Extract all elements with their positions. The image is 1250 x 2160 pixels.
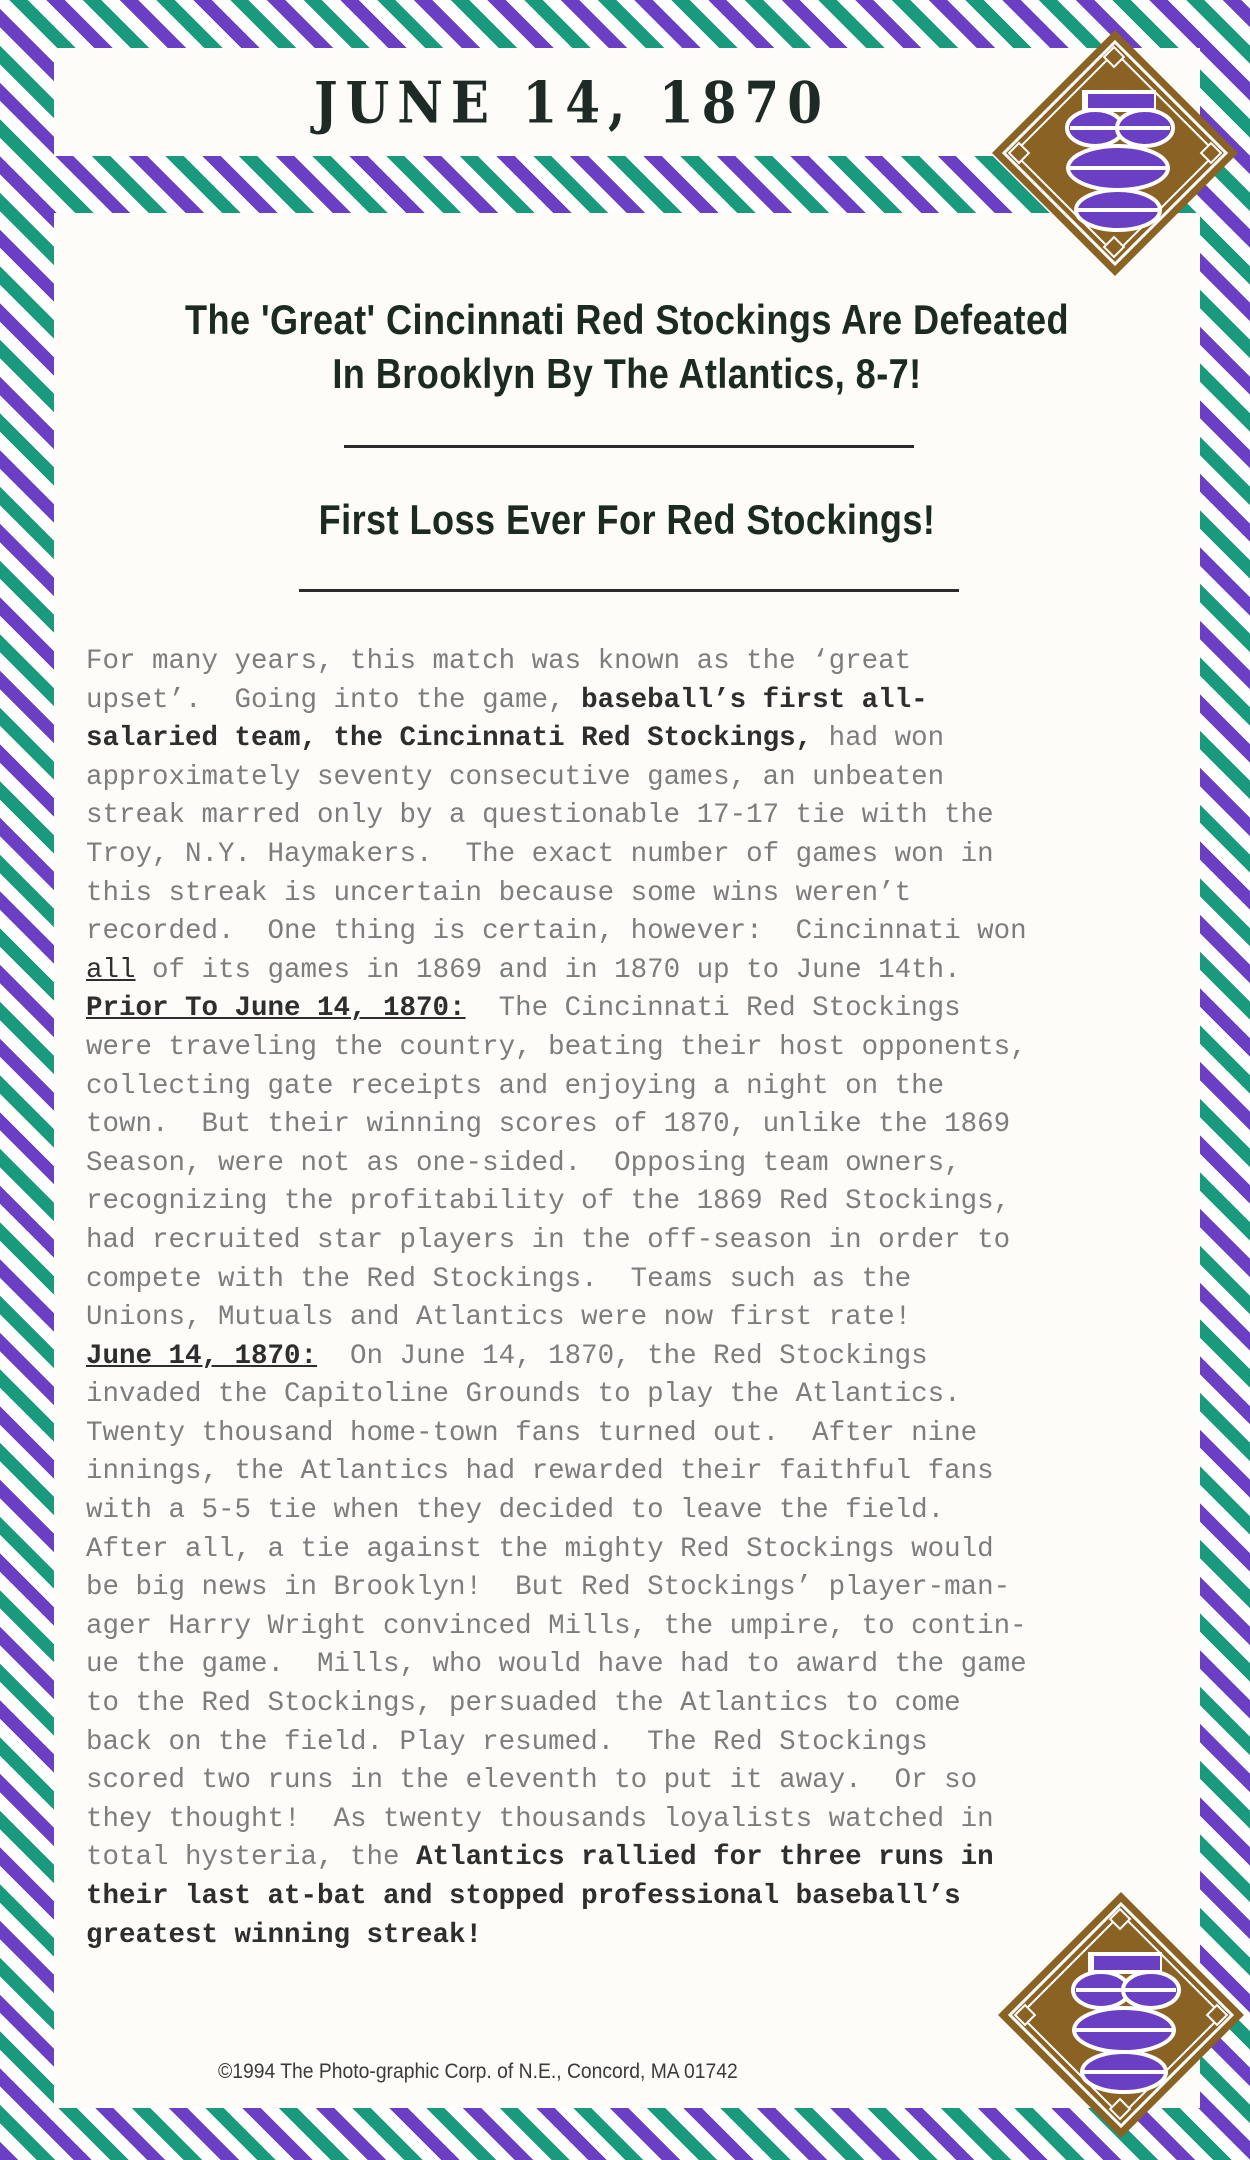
body-text-run: On June 14, 1870, the Red Stockings [317,1340,928,1372]
body-line [86,1531,1196,1570]
body-line [86,1608,1196,1647]
body-line [86,1839,1196,1878]
emphasis-text: Prior To June 14, 1870: [86,993,466,1025]
body-line [86,1299,1196,1338]
body-text-run: all [86,954,136,986]
body-line [86,1453,1196,1492]
body-line [86,1492,1196,1531]
body-line [86,875,1196,914]
body-line [86,759,1196,798]
body-text-run: ager Harry Wright convinced Mills, the umpire, to contin- [86,1610,1027,1642]
body-text-run: Twenty thousand home-town fans turned out. After nine [86,1417,978,1449]
body-line [86,1646,1196,1685]
body-text-run: compete with the Red Stockings. Teams such as the [86,1263,912,1295]
1800-emblem-icon [996,1890,1246,2140]
body-text-run: approximately seventy consecutive games, an unbeaten [86,761,945,793]
body-line [86,1183,1196,1222]
body-line [86,643,1196,682]
divider-rule [344,445,914,448]
body-line [86,1685,1196,1724]
body-line [86,1068,1196,1107]
body-text-run: total hysteria, the [86,1842,417,1874]
emphasis-text: Atlantics rallied for three runs in [416,1842,994,1874]
copyright-notice: ©1994 The Photo-graphic Corp. of N.E., Concord, MA 01742 [218,2060,738,2083]
body-line [86,1376,1196,1415]
body-line [86,990,1196,1029]
body-line [86,720,1196,759]
body-text-run: collecting gate receipts and enjoying a night on the [86,1070,945,1102]
body-text-run: had recruited star players in the off-season in order to [86,1224,1011,1256]
body-text-run: ue the game. Mills, who would have had to award the game [86,1649,1027,1681]
body-text-run: Unions, Mutuals and Atlantics were now first rate! [86,1302,912,1334]
body-text-run: Troy, N.Y. Haymakers. The exact number of games won in [86,838,994,870]
body-line [86,1762,1196,1801]
body-text-run: The Cincinnati Red Stockings [465,993,961,1025]
main-headline-line1: The 'Great' Cincinnati Red Stockings Are Defeated [185,296,1069,343]
1800-emblem-icon [990,28,1240,278]
body-line [86,1338,1196,1377]
emphasis-text: greatest winning streak! [86,1919,483,1951]
body-text-run: had won [812,723,945,755]
body-text-run: streak marred only by a questionable 17-17 tie with the [86,800,994,832]
body-line [86,1569,1196,1608]
body-text-run: with a 5-5 tie when they decided to leave the field. [86,1495,945,1527]
body-line [86,682,1196,721]
body-text-run: For many years, this match was known as the ‘great [86,646,912,677]
body-text-run: of its games in 1869 and in 1870 up to June 14th. [135,954,961,986]
body-text-run: back on the field. Play resumed. The Red Stockings [86,1726,928,1758]
body-line [86,836,1196,875]
body-text-run: town. But their winning scores of 1870, unlike the 1869 [86,1109,1011,1141]
body-text-run: they thought! As twenty thousands loyalists watched in [86,1803,994,1835]
emphasis-text: salaried team, the Cincinnati Red Stockings, [86,723,813,755]
body-line [86,1145,1196,1184]
body-line [86,1106,1196,1145]
body-line [86,1801,1196,1840]
body-line [86,797,1196,836]
article-body [86,643,1196,1955]
divider-rule [299,589,959,592]
body-text-run: innings, the Atlantics had rewarded their faithful fans [86,1456,994,1488]
body-text-run: recorded. One thing is certain, however: Cincinnati won [86,916,1027,948]
emblem-digits [1073,1952,1179,2092]
body-text-run: Season, were not as one-sided. Opposing team owners, [86,1147,961,1179]
body-line [86,1415,1196,1454]
emblem-digits [1067,90,1173,230]
body-line [86,952,1196,991]
body-line [86,1029,1196,1068]
body-text-run: scored two runs in the eleventh to put it away. Or so [86,1765,978,1797]
body-line [86,1724,1196,1763]
body-text-run: be big news in Brooklyn! But Red Stockings’ player-man- [86,1572,1011,1604]
article-panel [54,213,1200,2108]
body-line [86,1261,1196,1300]
emphasis-text: baseball’s first all- [581,684,928,716]
body-text-run: invaded the Capitoline Grounds to play the Atlantics. [86,1379,961,1411]
main-headline-line2: In Brooklyn By The Atlantics, 8-7! [332,350,922,397]
sub-headline: First Loss Ever For Red Stockings! [318,496,936,543]
body-line [86,913,1196,952]
emphasis-text: their last at-bat and stopped professional baseball’s [86,1881,961,1912]
body-text-run: were traveling the country, beating their host opponents, [86,1031,1027,1063]
emphasis-text: June 14, 1870: [86,1340,318,1372]
body-text-run: to the Red Stockings, persuaded the Atlantics to come [86,1688,961,1720]
page-date: JUNE 14, 1870 [313,68,831,136]
body-text-run: recognizing the profitability of the 1869 Red Stockings, [86,1186,1011,1218]
body-line [86,1222,1196,1261]
body-text-run: After all, a tie against the mighty Red Stockings would [86,1533,994,1565]
body-text-run: upset’. Going into the game, [86,684,582,716]
body-text-run: this streak is uncertain because some wins weren’t [86,877,912,909]
main-headline [134,293,1120,401]
